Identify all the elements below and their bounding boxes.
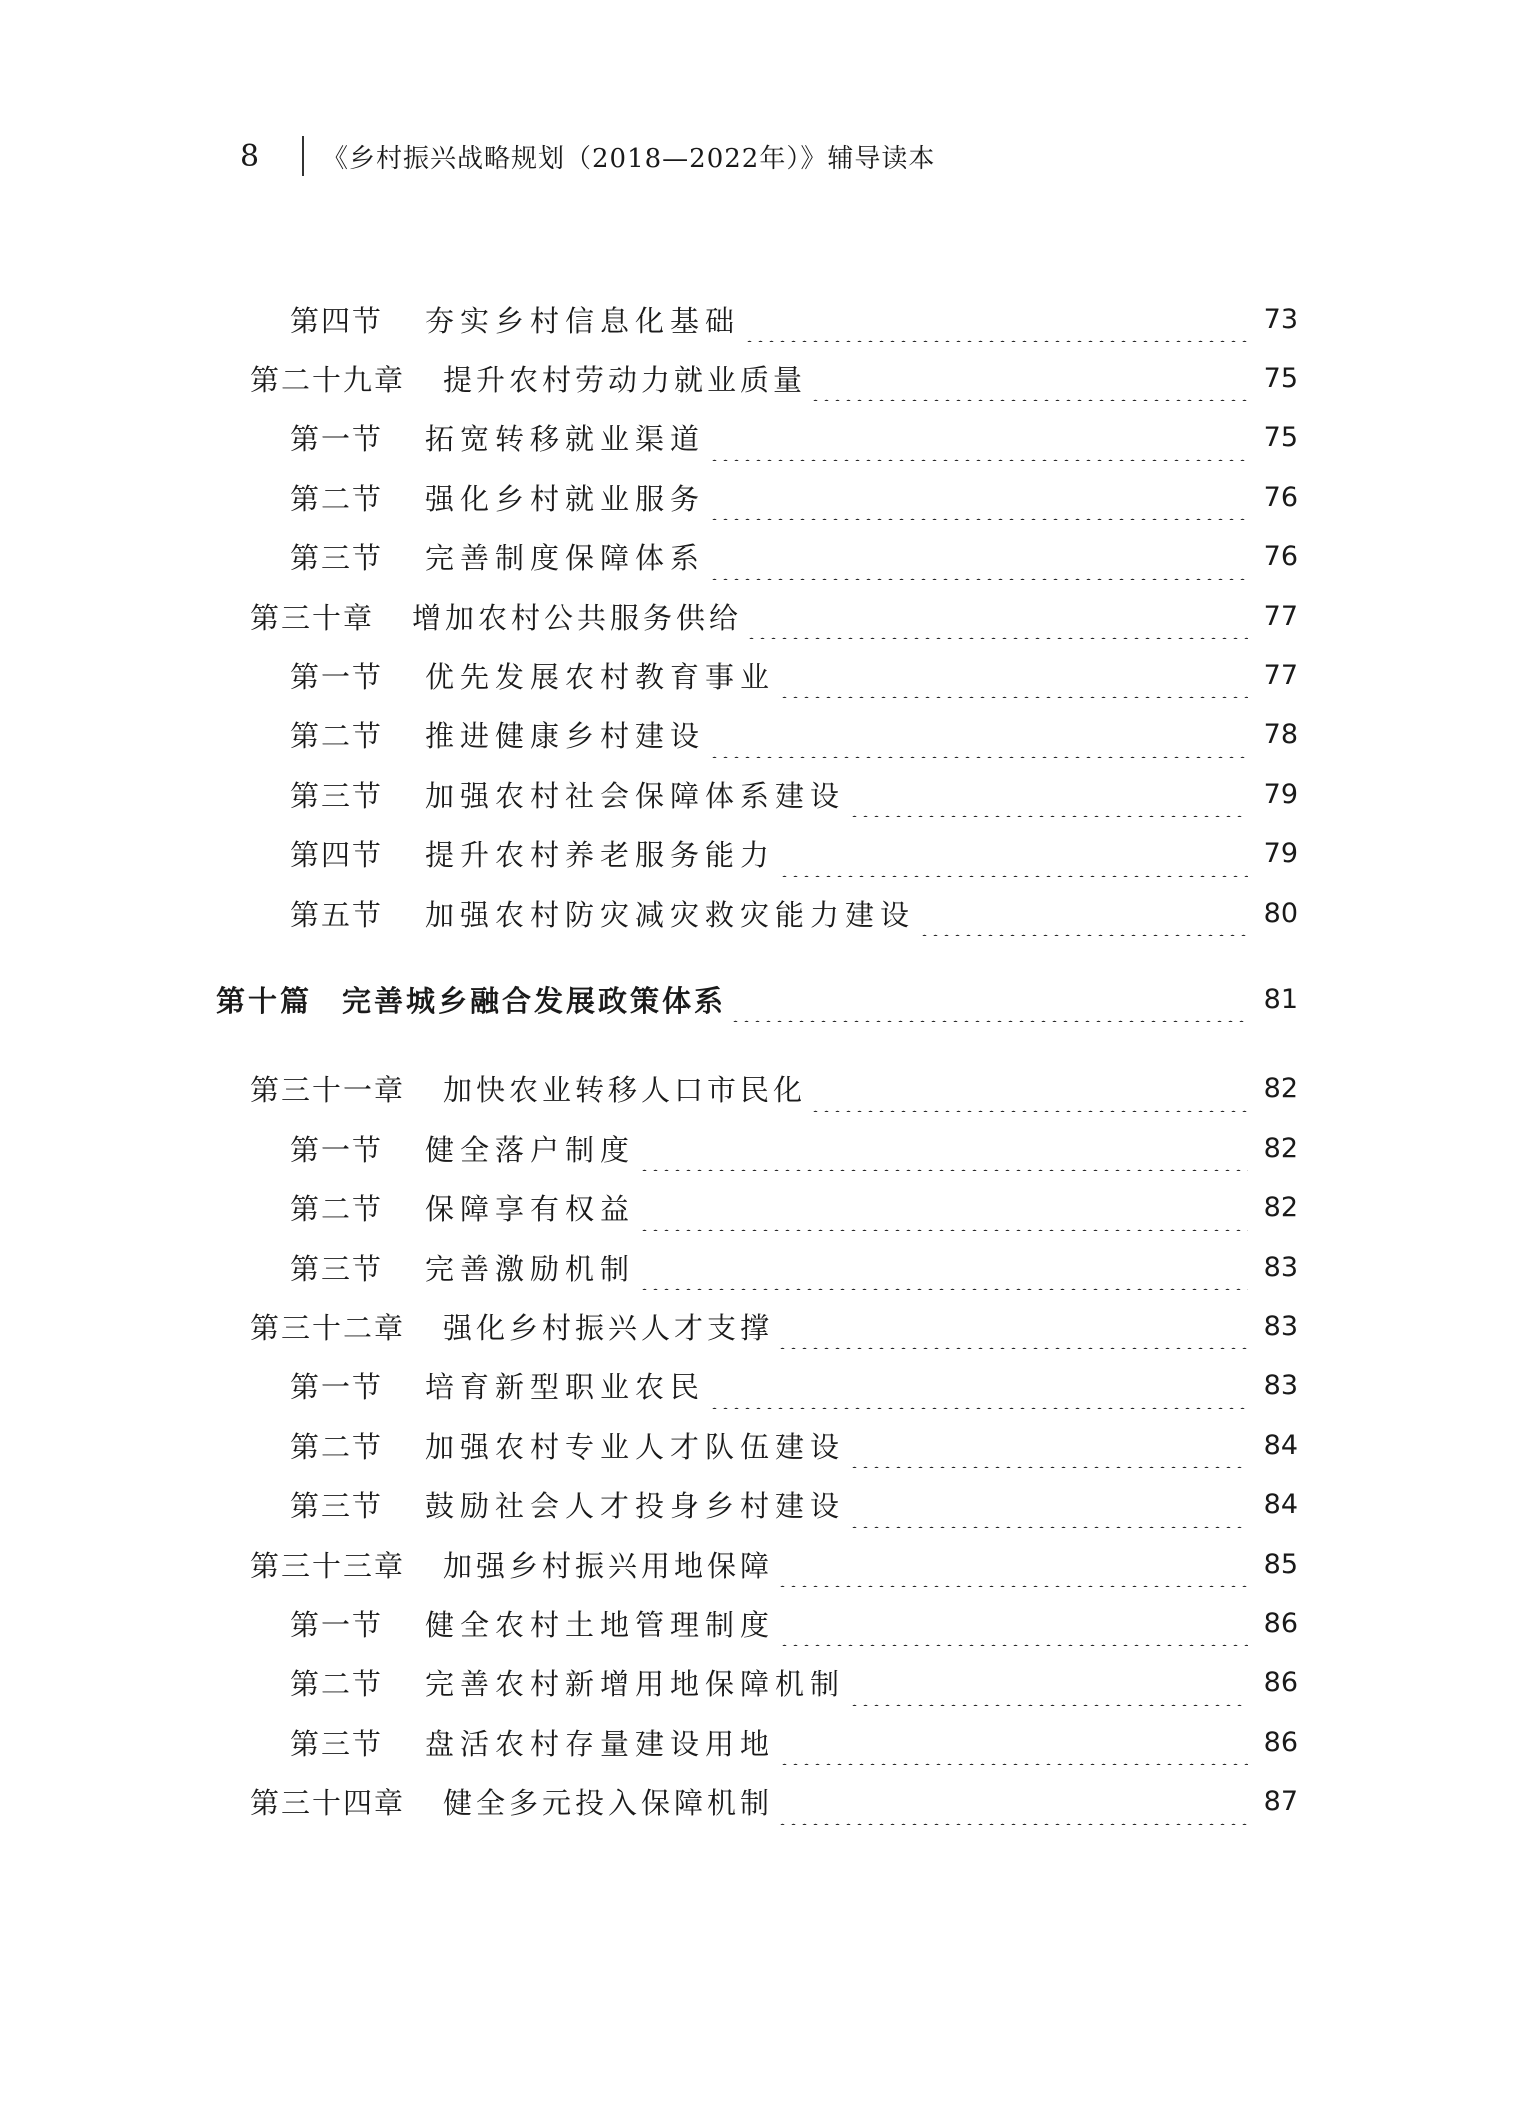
toc-entry-title: 完善农村新增用地保障机制	[425, 1667, 846, 1702]
toc-entry-page: 78	[1263, 719, 1298, 751]
toc-entry-page: 77	[1263, 659, 1298, 691]
toc-entry-page: 81	[1263, 983, 1298, 1015]
toc-entry-title: 健全多元投入保障机制	[443, 1786, 774, 1821]
toc-entry-number: 第三十二章	[250, 1310, 406, 1345]
toc-entry-section	[290, 831, 1298, 877]
toc-entry-chapter	[250, 1066, 1298, 1112]
toc-entry-number: 第三节	[290, 541, 384, 576]
toc-entry-title: 完善激励机制	[425, 1251, 636, 1286]
toc-entry-number: 第二节	[290, 1192, 384, 1227]
dot-leader	[639, 1185, 1248, 1231]
toc-entry-number: 第三节	[290, 1489, 384, 1524]
dot-leader	[919, 890, 1248, 936]
toc-entry-number: 第四节	[290, 838, 384, 873]
toc-entry-title: 加强农村专业人才队伍建设	[425, 1429, 846, 1464]
toc-entry-page: 76	[1263, 541, 1298, 573]
toc-entry-page: 79	[1263, 778, 1298, 810]
toc-entry-title: 提升农村养老服务能力	[425, 838, 776, 873]
toc-entry-chapter	[250, 1303, 1298, 1349]
dot-leader	[849, 771, 1248, 817]
toc-entry-section	[290, 1600, 1298, 1646]
toc-entry-title: 完善城乡融合发展政策体系	[342, 983, 727, 1018]
toc-entry-number: 第一节	[290, 1132, 384, 1167]
toc-entry-page: 86	[1263, 1726, 1298, 1758]
toc-entry-title: 强化乡村振兴人才支撑	[443, 1310, 774, 1345]
toc-entry-page: 84	[1263, 1429, 1298, 1461]
toc-entry-page: 73	[1263, 303, 1298, 335]
dot-leader	[779, 1600, 1248, 1646]
toc-entry-title: 强化乡村就业服务	[425, 481, 706, 516]
dot-leader	[709, 474, 1248, 520]
toc-entry-title: 增加农村公共服务供给	[412, 600, 743, 635]
dot-leader	[849, 1422, 1248, 1468]
toc-entry-page: 76	[1263, 481, 1298, 513]
toc-entry-section	[290, 296, 1298, 342]
toc-entry-section	[290, 534, 1298, 580]
toc-entry-number: 第二十九章	[250, 362, 406, 397]
toc-entry-title: 拓宽转移就业渠道	[425, 422, 706, 457]
toc-entry-section	[290, 1244, 1298, 1290]
running-header	[240, 136, 935, 176]
toc-entry-chapter	[250, 1779, 1298, 1825]
dot-leader	[810, 355, 1248, 401]
toc-entry-number: 第三节	[290, 1251, 384, 1286]
toc-entry-number: 第三十一章	[250, 1073, 406, 1108]
toc-entry-number: 第二节	[290, 719, 384, 754]
toc-entry-page: 85	[1263, 1548, 1298, 1580]
toc-entry-section	[290, 1125, 1298, 1171]
toc-entry-title: 健全落户制度	[425, 1132, 636, 1167]
toc-entry-number: 第三节	[290, 778, 384, 813]
toc-entry-page: 80	[1263, 897, 1298, 929]
dot-leader	[730, 976, 1248, 1022]
dot-leader	[639, 1125, 1248, 1171]
toc-entry-number: 第三节	[290, 1726, 384, 1761]
toc-entry-title: 盘活农村存量建设用地	[425, 1726, 776, 1761]
toc-entry-number: 第二节	[290, 1667, 384, 1702]
toc-entry-title: 加强农村社会保障体系建设	[425, 778, 846, 813]
toc-entry-section	[290, 1185, 1298, 1231]
dot-leader	[779, 1719, 1248, 1765]
toc-entry-section	[290, 1363, 1298, 1409]
toc-entry-section	[290, 652, 1298, 698]
toc-entry-section	[290, 474, 1298, 520]
toc-entry-number: 第一节	[290, 1607, 384, 1642]
toc-entry-number: 第一节	[290, 659, 384, 694]
toc-entry-page: 86	[1263, 1607, 1298, 1639]
dot-leader	[779, 831, 1248, 877]
toc-entry-page: 84	[1263, 1489, 1298, 1521]
toc-entry-title: 优先发展农村教育事业	[425, 659, 776, 694]
dot-leader	[777, 1541, 1248, 1587]
toc-entry-section	[290, 771, 1298, 817]
toc-entry-page: 86	[1263, 1667, 1298, 1699]
toc-entry-page: 83	[1263, 1310, 1298, 1342]
toc-entry-number: 第一节	[290, 1370, 384, 1405]
toc-entry-page: 82	[1263, 1192, 1298, 1224]
toc-entry-section	[290, 712, 1298, 758]
toc-entry-number: 第十篇	[216, 983, 313, 1018]
toc-entry-number: 第三十章	[250, 600, 375, 635]
toc-entry-section	[290, 1422, 1298, 1468]
toc-entry-page: 77	[1263, 600, 1298, 632]
toc-entry-section	[290, 1719, 1298, 1765]
dot-leader	[849, 1660, 1248, 1706]
dot-leader	[639, 1244, 1248, 1290]
toc-entry-section	[290, 1482, 1298, 1528]
toc-entry-title: 保障享有权益	[425, 1192, 636, 1227]
dot-leader	[746, 593, 1248, 639]
dot-leader	[779, 652, 1248, 698]
toc-entry-title: 完善制度保障体系	[425, 541, 706, 576]
dot-leader	[777, 1303, 1248, 1349]
toc-entry-title: 培育新型职业农民	[425, 1370, 706, 1405]
toc-entry-page: 79	[1263, 838, 1298, 870]
dot-leader	[744, 296, 1248, 342]
toc-entry-section	[290, 890, 1298, 936]
dot-leader	[709, 415, 1248, 461]
dot-leader	[709, 1363, 1248, 1409]
toc-entry-section	[290, 1660, 1298, 1706]
toc-entry-title: 夯实乡村信息化基础	[425, 303, 741, 338]
toc-entry-chapter	[250, 593, 1298, 639]
toc-entry-title: 加强农村防灾减灾救灾能力建设	[425, 897, 916, 932]
dot-leader	[709, 712, 1248, 758]
toc-entry-number: 第二节	[290, 481, 384, 516]
toc-entry-title: 加强乡村振兴用地保障	[443, 1548, 774, 1583]
book-title: 《乡村振兴战略规划（2018—2022年）》辅导读本	[322, 143, 936, 174]
toc-entry-page: 83	[1263, 1251, 1298, 1283]
toc-entry-number: 第四节	[290, 303, 384, 338]
toc-entry-part	[216, 976, 1298, 1022]
toc-entry-chapter	[250, 1541, 1298, 1587]
toc-entry-number: 第二节	[290, 1429, 384, 1464]
toc-entry-page: 83	[1263, 1370, 1298, 1402]
toc-entry-title: 推进健康乡村建设	[425, 719, 706, 754]
toc-entry-title: 健全农村土地管理制度	[425, 1607, 776, 1642]
toc-entry-title: 鼓励社会人才投身乡村建设	[425, 1489, 846, 1524]
toc-entry-number: 第一节	[290, 422, 384, 457]
dot-leader	[849, 1482, 1248, 1528]
toc-entry-page: 87	[1263, 1786, 1298, 1818]
toc-entry-number: 第三十三章	[250, 1548, 406, 1583]
toc-entry-number: 第五节	[290, 897, 384, 932]
dot-leader	[709, 534, 1248, 580]
dot-leader	[810, 1066, 1248, 1112]
dot-leader	[777, 1779, 1248, 1825]
toc-entry-section	[290, 415, 1298, 461]
toc-entry-number: 第三十四章	[250, 1786, 406, 1821]
toc-entry-page: 75	[1263, 362, 1298, 394]
toc-entry-page: 82	[1263, 1073, 1298, 1105]
header-divider	[302, 136, 304, 176]
toc-entry-title: 加快农业转移人口市民化	[443, 1073, 807, 1108]
toc-entry-title: 提升农村劳动力就业质量	[443, 362, 807, 397]
toc-entry-page: 82	[1263, 1132, 1298, 1164]
page-number: 8	[240, 138, 260, 174]
toc-entry-chapter	[250, 355, 1298, 401]
toc-entry-page: 75	[1263, 422, 1298, 454]
